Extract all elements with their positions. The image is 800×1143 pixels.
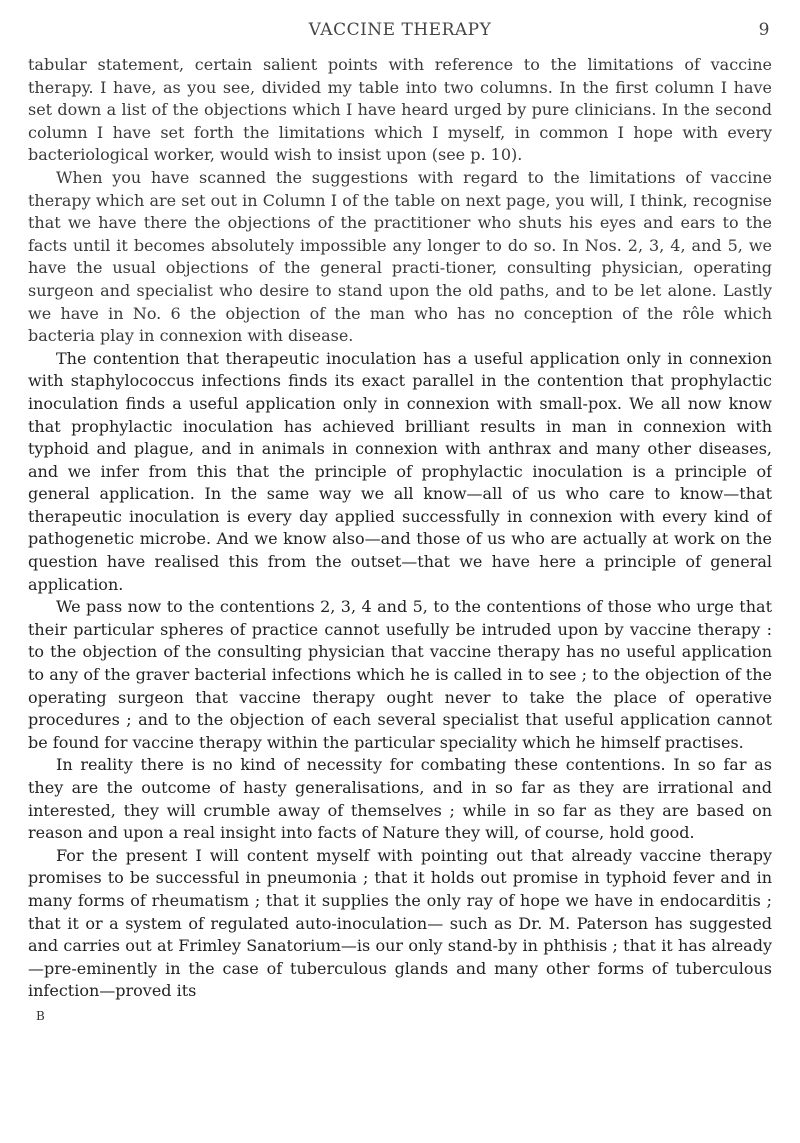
paragraph: We pass now to the contentions 2, 3, 4 and 5, to the contentions of those who urge that their particular spheres of practice cannot usefully be intruded upon by vaccine therapy : to the objection of the consulting physician that vaccine therapy has no useful application to any of the graver bacterial infections which he is called in to see ; to the objection of the operating surgeon that vaccine therapy ought never to take the place of operative procedures ; and to the objection of each several specialist that useful application cannot be found for vaccine therapy within the particular speciality which he himself practises.: [28, 597, 772, 752]
page-number: 9: [758, 20, 770, 40]
paragraph-continuation: tabular statement, certain salient points with reference to the limitations of vaccine therapy. I have, as you see, divided my table into two columns. In the first column I have set down a list of the objections which I have heard urged by pure clinicians. In the second column I have set forth the limitations which I myself, in common I hope with every bacteriological worker, would wish to insist upon (see p. 10).: [28, 55, 772, 165]
signature-mark: B: [36, 1008, 45, 1023]
paragraph: When you have scanned the suggestions with regard to the limitations of vaccine therapy which are set out in Column I of the table on next page, you will, I think, recognise that we have there the objections of the practitioner who shuts his eyes and ears to the facts until it becomes absolutely impossible any longer to do so. In Nos. 2, 3, 4, and 5, we have the usual objections of the general practi-tioner, consulting physician, operating surgeon and specialist who desire to stand upon the old paths, and to be let alone. Lastly we have in No. 6 the objection of the man who has no conception of the rôle which bacteria play in connexion with disease.: [28, 167, 772, 346]
paragraph: For the present I will content myself with pointing out that already vaccine therapy promises to be successful in pneumonia ; that it holds out promise in typhoid fever and in many forms of rheumatism ; that it supplies the only ray of hope we have in endocarditis ; that it or a system of regulated auto-inoculation— such as Dr. M. Paterson has suggested and carries out at Frimley Sanatorium—is our only stand-by in phthisis ; that it has already—pre-eminently in the case of tuberculous glands and many other forms of tuberculous infection—proved its: [28, 845, 772, 1001]
book-page: [28, 20, 772, 1130]
paragraph: The contention that therapeutic inoculation has a useful application only in connexion with staphylococcus infections finds its exact parallel in the contention that prophylactic inoculation finds a useful application only in connexion with small-pox. We all now know that prophylactic inoculation has achieved brilliant results in man in connexion with typhoid and plague, and in animals in connexion with anthrax and many other diseases, and we infer from this that the principle of prophylactic inoculation is a principle of general application. In the same way we all know—all of us who care to know—that therapeutic inoculation is every day applied successfully in connexion with every kind of pathogenetic microbe. And we know also—and those of us who are actually at work on the question have realised this from the outset—that we have here a principle of general application.: [28, 348, 772, 594]
running-head: VACCINE THERAPY: [308, 20, 492, 40]
page-header: [28, 20, 772, 54]
paragraph: In reality there is no kind of necessity for combating these contentions. In so far as they are the outcome of hasty generalisations, and in so far as they are irrational and interested, they will crumble away of themselves ; while in so far as they are based on reason and upon a real insight into facts of Nature they will, of course, hold good.: [28, 755, 772, 843]
body-text: [28, 54, 772, 1028]
